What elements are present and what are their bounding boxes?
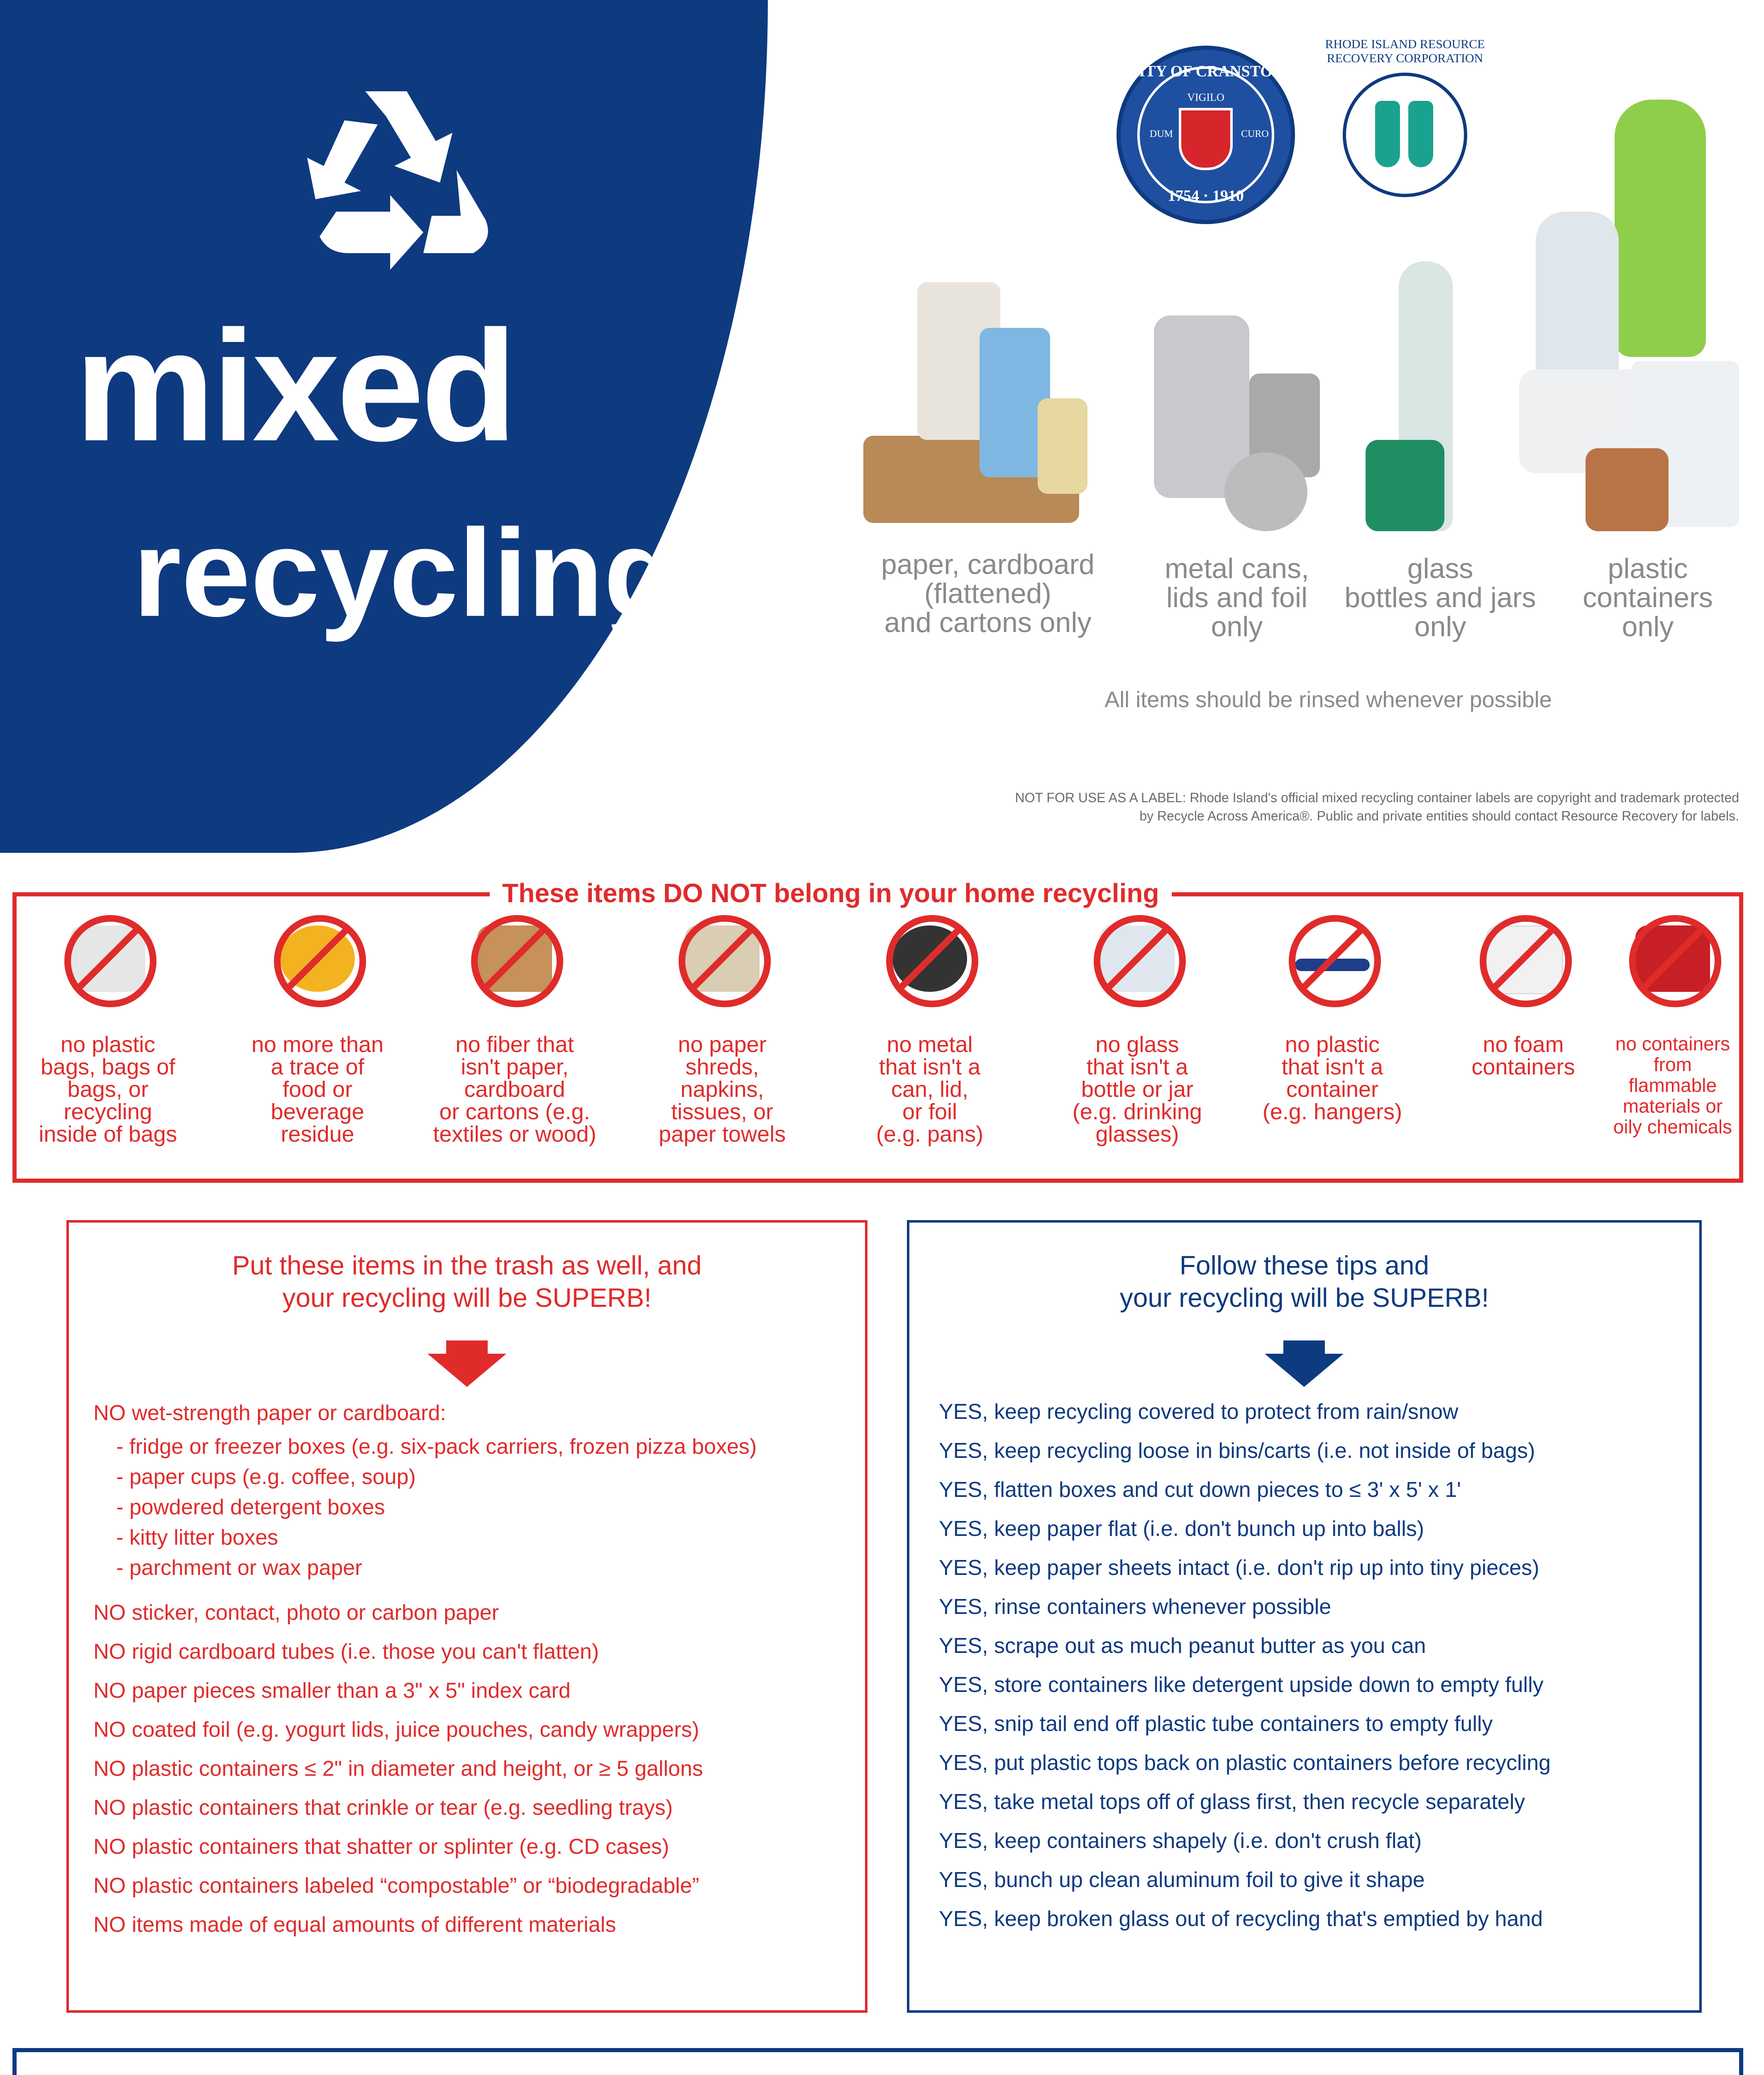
list-item: YES, store containers like detergent upside down to empty fully: [939, 1673, 1544, 1697]
tips-list: [939, 1392, 1698, 1938]
seal-shield-icon: [1179, 108, 1233, 170]
list-item: YES, keep paper sheets intact (i.e. don't rip up into tiny pieces): [939, 1556, 1539, 1580]
list-item: NO rigid cardboard tubes (i.e. those you can't flatten): [93, 1640, 599, 1664]
list-item: YES, keep paper flat (i.e. don't bunch up into balls): [939, 1517, 1424, 1541]
bottom-info-panel: [12, 2048, 1743, 2075]
list-item: YES, rinse containers whenever possible: [939, 1595, 1332, 1619]
trash-list: [93, 1394, 865, 1944]
page-title-line1: mixed: [75, 298, 514, 474]
seal-motto-right: CURO: [1241, 129, 1269, 139]
plastic-containers-photo: [1511, 95, 1752, 535]
paper-cardboard-photo: [859, 278, 1092, 527]
disclaimer: NOT FOR USE AS A LABEL: Rhode Island's official mixed recycling container labels are copyright and trademark protected by Recycle Across America®. Public and private entities should contact Resource Recovery for labels.: [1015, 790, 1739, 823]
page-title-line2: recycling: [133, 503, 680, 642]
do-not-item-paper-shreds: no paper shreds, napkins, tissues, or paper towels: [635, 909, 809, 1145]
paper-shreds-icon: [672, 909, 772, 1008]
seal-motto-left: DUM: [1150, 129, 1173, 139]
list-item: NO plastic containers ≤ 2" in diameter and height, or ≥ 5 gallons: [93, 1757, 703, 1781]
list-item: NO sticker, contact, photo or carbon paper: [93, 1601, 499, 1625]
list-item: YES, take metal tops off of glass first, then recycle separately: [939, 1790, 1525, 1814]
list-item: YES, bunch up clean aluminum foil to give it shape: [939, 1868, 1425, 1892]
seal-ring-text: CITY OF CRANSTON: [1127, 63, 1284, 80]
trash-column-heading: Put these items in the trash as well, and your recycling will be SUPERB!: [232, 1250, 702, 1313]
city-of-cranston-seal: [1117, 46, 1295, 224]
plastic-bags-icon: [58, 909, 158, 1008]
list-item: YES, flatten boxes and cut down pieces to ≤ 3' x 5' x 1': [939, 1478, 1461, 1502]
list-item: NO paper pieces smaller than a 3" x 5" index card: [93, 1679, 571, 1703]
rirrc-emblem-icon: [1343, 73, 1467, 197]
seal-years: 1754 · 1910: [1168, 187, 1244, 205]
list-item: YES, keep recycling covered to protect from rain/snow: [939, 1400, 1459, 1424]
category-label-glass: glass bottles and jars only: [1344, 553, 1536, 642]
down-arrow-icon: [1265, 1354, 1344, 1387]
category-label-metal: metal cans, lids and foil only: [1165, 553, 1309, 642]
recycle-icon: [282, 75, 515, 290]
do-not-item-plastic-bags: no plastic bags, bags of bags, or recycling inside of bags: [21, 909, 195, 1145]
glass-bottles-photo: [1361, 257, 1519, 531]
metal-cans-photo: [1150, 307, 1328, 531]
list-item: YES, keep broken glass out of recycling that's emptied by hand: [939, 1907, 1543, 1931]
list-item: NO plastic containers labeled “compostable” or “biodegradable”: [93, 1874, 699, 1898]
tips-column-heading: Follow these tips and your recycling will be SUPERB!: [1119, 1250, 1489, 1313]
tips-arrow-stem: [1283, 1340, 1325, 1355]
trash-arrow-stem: [446, 1340, 488, 1355]
rinse-note: All items should be rinsed whenever possible: [1104, 687, 1552, 712]
list-item: YES, keep recycling loose in bins/carts (i.e. not inside of bags): [939, 1439, 1535, 1463]
list-item: NO plastic containers that shatter or splinter (e.g. CD cases): [93, 1835, 669, 1859]
do-not-item-foam-containers: no foam containers: [1436, 909, 1610, 1078]
rirrc-logo: [1307, 37, 1503, 232]
do-not-item-hanger: no plastic that isn't a container (e.g. hangers): [1245, 909, 1420, 1123]
frying-pan-icon: [880, 909, 980, 1008]
list-item: NO coated foil (e.g. yogurt lids, juice pouches, candy wrappers): [93, 1718, 699, 1742]
do-not-item-frying-pan: no metal that isn't a can, lid, or foil (e.g. pans): [843, 909, 1017, 1145]
list-item: - fridge or freezer boxes (e.g. six-pack carriers, frozen pizza boxes): [116, 1435, 757, 1459]
list-item: - parchment or wax paper: [116, 1556, 362, 1580]
do-not-item-textiles-wood: no fiber that isn't paper, cardboard or cartons (e.g. textiles or wood): [428, 909, 602, 1145]
list-item: - powdered detergent boxes: [116, 1495, 385, 1519]
list-item: YES, scrape out as much peanut butter as you can: [939, 1634, 1426, 1658]
do-not-title: These items DO NOT belong in your home recycling: [490, 878, 1172, 908]
category-label-paper: paper, cardboard (flattened) and cartons only: [881, 549, 1095, 638]
list-item: NO wet-strength paper or cardboard:: [93, 1401, 446, 1425]
list-item: YES, snip tail end off plastic tube containers to empty fully: [939, 1712, 1493, 1736]
list-item: - paper cups (e.g. coffee, soup): [116, 1465, 416, 1489]
list-item: YES, keep containers shapely (i.e. don't crush flat): [939, 1829, 1422, 1853]
category-label-plastic: plastic containers only: [1583, 553, 1713, 642]
do-not-item-drinking-glass: no glass that isn't a bottle or jar (e.g. drinking glasses): [1050, 909, 1224, 1145]
hanger-icon: [1283, 909, 1382, 1008]
list-item: - kitty litter boxes: [116, 1526, 279, 1550]
seal-motto-top: VIGILO: [1187, 91, 1224, 103]
do-not-item-flammable: no containers from flammable materials or oily chemicals: [1590, 909, 1756, 1137]
rirrc-ring-text: RHODE ISLAND RESOURCE RECOVERY CORPORATION: [1325, 37, 1485, 65]
textiles-wood-icon: [465, 909, 564, 1008]
down-arrow-icon: [428, 1354, 506, 1387]
gas-can-icon: [1623, 909, 1722, 1008]
list-item: YES, put plastic tops back on plastic containers before recycling: [939, 1751, 1551, 1775]
list-item: NO plastic containers that crinkle or tear (e.g. seedling trays): [93, 1796, 673, 1820]
do-not-item-food-residue: no more than a trace of food or beverage residue: [230, 909, 405, 1145]
drinking-glass-icon: [1087, 909, 1187, 1008]
food-residue-icon: [268, 909, 367, 1008]
foam-cup-icon: [1473, 909, 1573, 1008]
list-item: NO items made of equal amounts of different materials: [93, 1913, 616, 1937]
recycling-cart-icon: [46, 2073, 295, 2075]
